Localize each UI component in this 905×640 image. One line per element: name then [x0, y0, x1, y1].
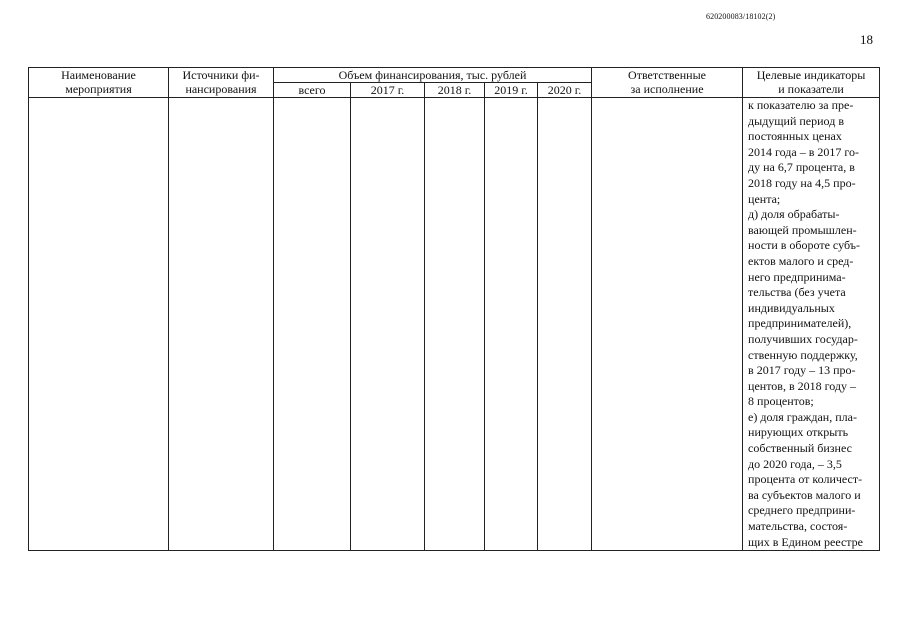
document-code: 620200083/18102(2)	[706, 12, 776, 21]
cell-funding-sources	[169, 98, 274, 551]
page-number: 18	[860, 32, 873, 47]
column-header-measure-name-line2: мероприятия	[65, 82, 132, 96]
cell-2017	[351, 98, 425, 551]
column-header-2018: 2018 г.	[425, 83, 485, 98]
table-row	[29, 98, 880, 551]
column-header-responsible-line1: Ответственные	[628, 68, 706, 82]
column-header-responsible	[592, 68, 743, 98]
column-header-total: всего	[274, 83, 351, 98]
cell-indicators: к показателю за пре- дыдущий период в постоянных ценах 2014 года – в 2017 го- ду на 6,7 процента, в 2018 году на 4,5 про- цента; д) доля обрабаты- вающей промышлен- ности в обороте субъ- ектов малого и сред- него предпринима- тельства (без учета индивидуальных предпринимателей), получивших государ- ственную поддержку, в 2017 году – 13 про- центов, в 2018 году – 8 процентов; е) доля граждан, пла- нирующих открыть собственный бизнес до 2020 года, – 3,5 процента от количест- ва субъектов малого и среднего предприни- мательства, состоя- щих в Едином реестре	[743, 98, 880, 551]
column-header-responsible-line2: за исполнение	[630, 82, 704, 96]
column-header-measure-name-line1: Наименование	[61, 68, 136, 82]
program-measures-table	[28, 67, 880, 551]
column-header-indicators-line1: Целевые индикаторы	[756, 68, 866, 82]
column-header-indicators	[743, 68, 880, 98]
column-header-2019: 2019 г.	[485, 83, 538, 98]
column-header-funding-volume: Объем финансирования, тыс. рублей	[274, 68, 592, 83]
column-header-indicators-line2: и показатели	[778, 82, 844, 96]
column-header-2017: 2017 г.	[351, 83, 425, 98]
cell-2020	[538, 98, 592, 551]
cell-total	[274, 98, 351, 551]
cell-2019	[485, 98, 538, 551]
column-header-funding-sources-line2: нансирования	[185, 82, 257, 96]
column-header-2020: 2020 г.	[538, 83, 592, 98]
column-header-funding-sources-line1: Источники фи-	[182, 68, 260, 82]
cell-responsible	[592, 98, 743, 551]
column-header-funding-sources	[169, 68, 274, 98]
cell-2018	[425, 98, 485, 551]
cell-measure-name	[29, 98, 169, 551]
column-header-measure-name	[29, 68, 169, 98]
